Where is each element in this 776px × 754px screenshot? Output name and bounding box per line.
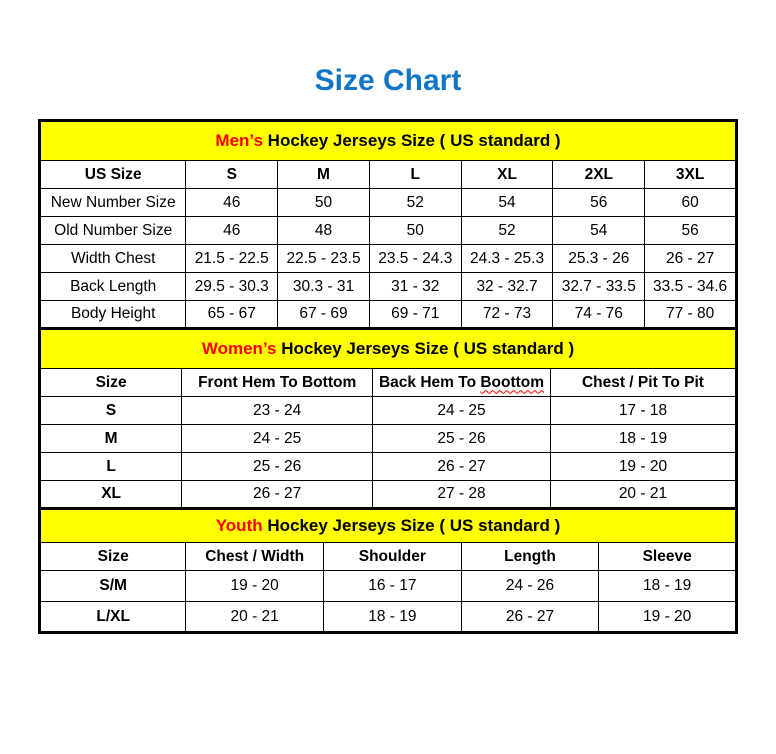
cell-value: 20 - 21	[186, 602, 324, 633]
cell-value: 26 - 27	[373, 453, 551, 481]
cell-value: 26 - 27	[645, 245, 737, 273]
cell-value: 56	[645, 217, 737, 245]
cell-value: 52	[369, 189, 461, 217]
cell-value: 54	[553, 217, 645, 245]
mens-col-header: L	[369, 161, 461, 189]
row-label: S/M	[40, 571, 186, 602]
misspelled-word: Boottom	[480, 373, 545, 391]
womens-header-row	[40, 369, 737, 397]
womens-table-row	[40, 425, 737, 453]
womens-col-header: Front Hem To Bottom	[182, 369, 373, 397]
youth-caption	[40, 509, 737, 543]
womens-caption-row	[40, 329, 737, 369]
cell-value: 77 - 80	[645, 301, 737, 329]
womens-size-table	[38, 327, 738, 510]
cell-value: 26 - 27	[461, 602, 599, 633]
cell-value: 17 - 18	[550, 397, 736, 425]
cell-value: 74 - 76	[553, 301, 645, 329]
cell-value: 18 - 19	[599, 571, 737, 602]
cell-value: 26 - 27	[182, 481, 373, 509]
row-label: S	[40, 397, 182, 425]
mens-table-row	[40, 217, 737, 245]
mens-col-header: S	[186, 161, 278, 189]
row-label: Width Chest	[40, 245, 186, 273]
womens-col-header: Size	[40, 369, 182, 397]
row-label: L/XL	[40, 602, 186, 633]
youth-caption-row	[40, 509, 737, 543]
youth-table-row	[40, 571, 737, 602]
youth-col-header: Chest / Width	[186, 543, 324, 571]
row-label: XL	[40, 481, 182, 509]
womens-table-row	[40, 397, 737, 425]
mens-caption-highlight: Men’s	[215, 131, 263, 150]
mens-col-header: XL	[461, 161, 553, 189]
cell-value: 54	[461, 189, 553, 217]
youth-col-header: Shoulder	[324, 543, 462, 571]
row-label: Old Number Size	[40, 217, 186, 245]
cell-value: 16 - 17	[324, 571, 462, 602]
cell-value: 52	[461, 217, 553, 245]
youth-col-header: Length	[461, 543, 599, 571]
mens-size-table	[38, 119, 738, 330]
cell-value: 30.3 - 31	[278, 273, 370, 301]
cell-value: 67 - 69	[278, 301, 370, 329]
cell-value: 72 - 73	[461, 301, 553, 329]
cell-value: 27 - 28	[373, 481, 551, 509]
youth-caption-highlight: Youth	[215, 516, 263, 535]
cell-value: 23 - 24	[182, 397, 373, 425]
womens-col-header	[373, 369, 551, 397]
youth-table-row	[40, 602, 737, 633]
cell-value: 24 - 26	[461, 571, 599, 602]
womens-col-header: Chest / Pit To Pit	[550, 369, 736, 397]
cell-value: 33.5 - 34.6	[645, 273, 737, 301]
cell-value: 48	[278, 217, 370, 245]
cell-value: 23.5 - 24.3	[369, 245, 461, 273]
page-title: Size Chart	[314, 64, 462, 97]
cell-value: 20 - 21	[550, 481, 736, 509]
mens-caption	[40, 121, 737, 161]
mens-caption-rest: Hockey Jerseys Size ( US standard )	[262, 131, 561, 150]
youth-header-row	[40, 543, 737, 571]
cell-value: 46	[186, 189, 278, 217]
cell-value: 32 - 32.7	[461, 273, 553, 301]
cell-value: 25.3 - 26	[553, 245, 645, 273]
cell-value: 25 - 26	[182, 453, 373, 481]
row-label: Back Length	[40, 273, 186, 301]
cell-value: 19 - 20	[550, 453, 736, 481]
cell-value: 25 - 26	[373, 425, 551, 453]
mens-col-header: 3XL	[645, 161, 737, 189]
cell-value: 60	[645, 189, 737, 217]
cell-value: 19 - 20	[599, 602, 737, 633]
cell-value: 32.7 - 33.5	[553, 273, 645, 301]
mens-table-row	[40, 245, 737, 273]
mens-table-row	[40, 189, 737, 217]
size-chart	[0, 119, 776, 634]
womens-col-header-prefix: Back Hem To	[378, 373, 481, 391]
youth-caption-rest: Hockey Jerseys Size ( US standard )	[262, 516, 561, 535]
row-label: New Number Size	[40, 189, 186, 217]
cell-value: 24.3 - 25.3	[461, 245, 553, 273]
cell-value: 69 - 71	[369, 301, 461, 329]
cell-value: 29.5 - 30.3	[186, 273, 278, 301]
mens-header-row	[40, 161, 737, 189]
cell-value: 46	[186, 217, 278, 245]
cell-value: 21.5 - 22.5	[186, 245, 278, 273]
mens-col-header: US Size	[40, 161, 186, 189]
row-label: M	[40, 425, 182, 453]
womens-table-row	[40, 453, 737, 481]
mens-table-row	[40, 301, 737, 329]
cell-value: 56	[553, 189, 645, 217]
womens-caption-highlight: Women’s	[201, 339, 277, 358]
cell-value: 19 - 20	[186, 571, 324, 602]
mens-table-row	[40, 273, 737, 301]
cell-value: 18 - 19	[324, 602, 462, 633]
cell-value: 22.5 - 23.5	[278, 245, 370, 273]
womens-caption-rest: Hockey Jerseys Size ( US standard )	[276, 339, 575, 358]
womens-caption	[40, 329, 737, 369]
cell-value: 65 - 67	[186, 301, 278, 329]
mens-col-header: 2XL	[553, 161, 645, 189]
cell-value: 24 - 25	[182, 425, 373, 453]
cell-value: 50	[278, 189, 370, 217]
youth-col-header: Size	[40, 543, 186, 571]
row-label: Body Height	[40, 301, 186, 329]
size-chart-page	[0, 62, 776, 634]
youth-size-table	[38, 507, 738, 634]
row-label: L	[40, 453, 182, 481]
mens-col-header: M	[278, 161, 370, 189]
cell-value: 31 - 32	[369, 273, 461, 301]
womens-table-row	[40, 481, 737, 509]
mens-caption-row	[40, 121, 737, 161]
youth-col-header: Sleeve	[599, 543, 737, 571]
cell-value: 50	[369, 217, 461, 245]
cell-value: 18 - 19	[550, 425, 736, 453]
cell-value: 24 - 25	[373, 397, 551, 425]
